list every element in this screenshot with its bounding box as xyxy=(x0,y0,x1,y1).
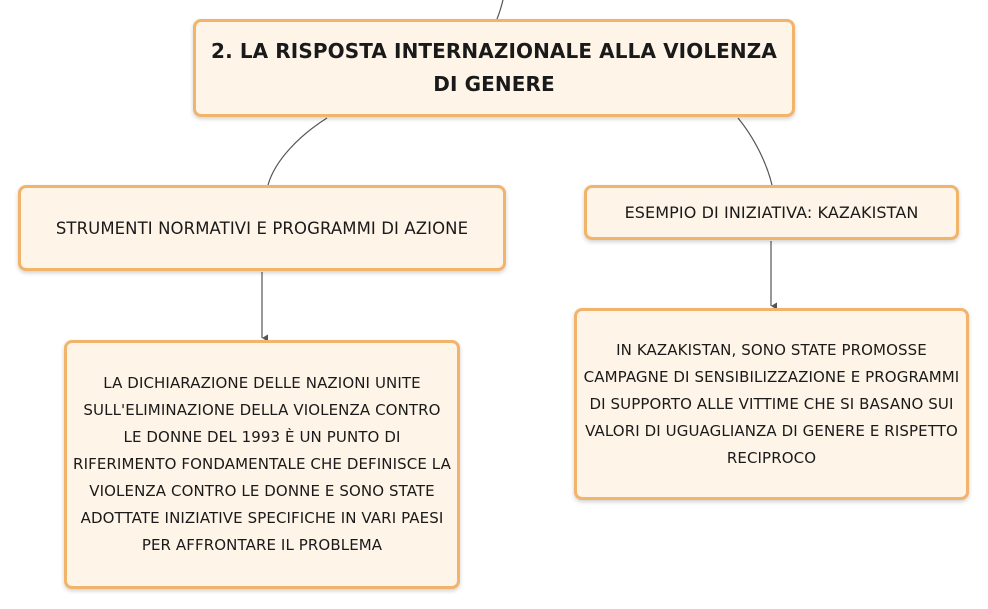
detail-node-kazakistan[interactable] xyxy=(574,308,969,500)
subtopic-node-strumenti[interactable] xyxy=(18,185,506,271)
root-topic-node[interactable] xyxy=(193,19,795,117)
connector-root-to-esempio xyxy=(738,118,772,185)
connector-root-to-strumenti xyxy=(268,118,327,185)
subtopic-node-esempio[interactable] xyxy=(584,185,959,240)
detail-kazakistan-text: IN KAZAKISTAN, SONO STATE PROMOSSE CAMPAGNE DI SENSIBILIZZAZIONE E PROGRAMMI DI SUPPORTO ALLE VITTIME CHE SI BASANO SUI VALORI DI UGUAGLIANZA DI GENERE E RISPETTO RECIPROCO xyxy=(583,340,960,467)
detail-node-dichiarazione[interactable] xyxy=(64,340,460,589)
root-topic-text: 2. LA RISPOSTA INTERNAZIONALE ALLA VIOLENZA DI GENERE xyxy=(211,39,777,96)
detail-dichiarazione-text: LA DICHIARAZIONE DELLE NAZIONI UNITE SULL'ELIMINAZIONE DELLA VIOLENZA CONTRO LE DONNE DEL 1993 È UN PUNTO DI RIFERIMENTO FONDAMENTALE CHE DEFINISCE LA VIOLENZA CONTRO LE DONNE E SONO STATE ADOTTATE INIZIATIVE SPECIFICHE IN VARI PAESI PER AFFRONTARE IL PROBLEMA xyxy=(73,374,451,554)
connector-from-parent xyxy=(497,0,503,19)
subtopic-esempio-text: ESEMPIO DI INIZIATIVA: KAZAKISTAN xyxy=(624,203,919,222)
subtopic-strumenti-text: STRUMENTI NORMATIVI E PROGRAMMI DI AZIONE xyxy=(55,218,469,238)
